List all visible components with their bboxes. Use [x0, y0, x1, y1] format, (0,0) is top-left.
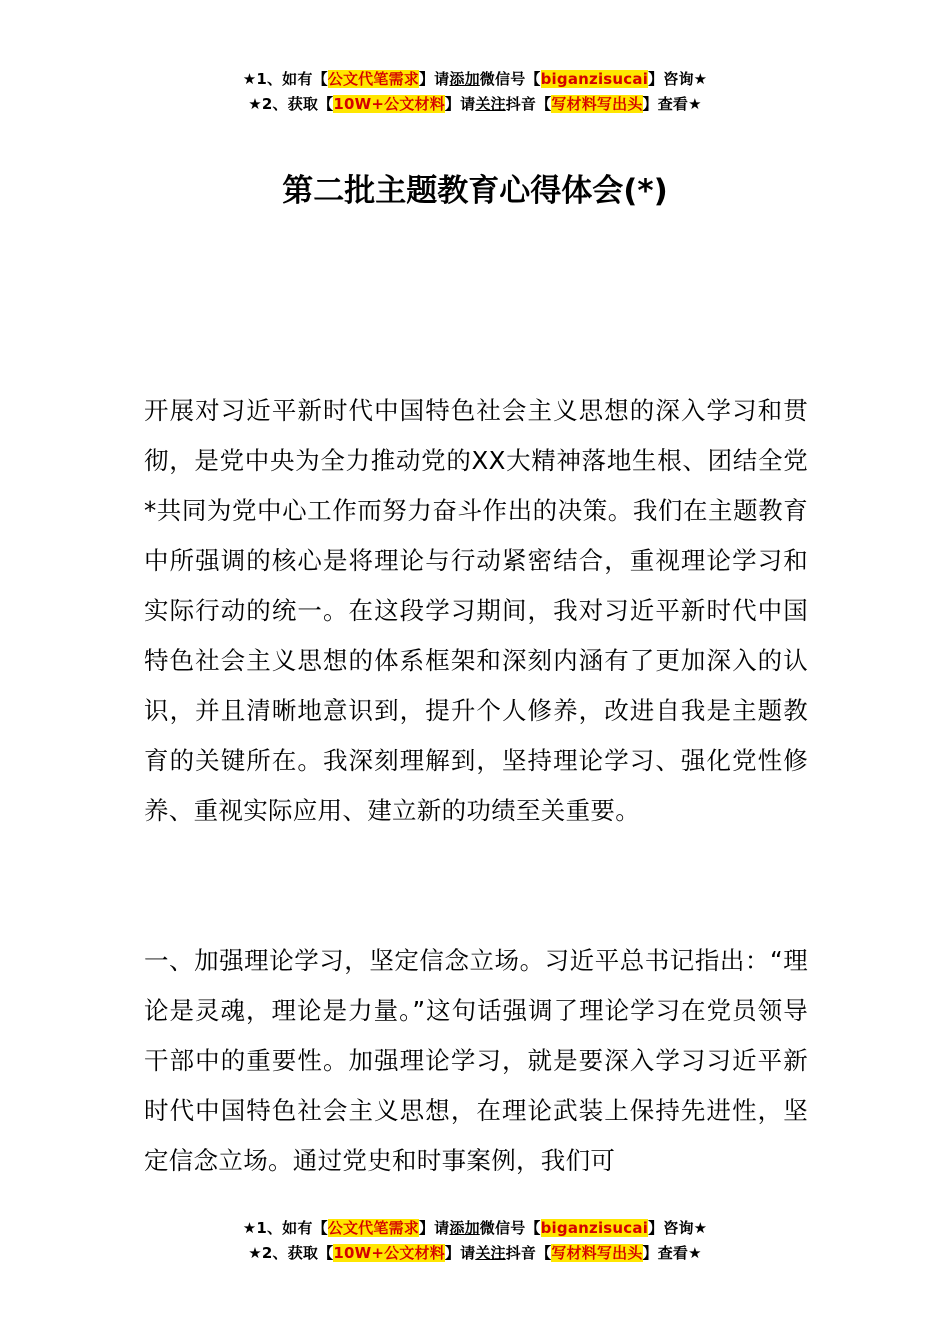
banner-text: ★2、获取【 — [248, 95, 334, 113]
banner-highlight: 10W+公文材料 — [333, 95, 445, 113]
banner-highlight: 公文代笔需求 — [327, 70, 419, 88]
banner-highlight: 写材料写出头 — [551, 95, 643, 113]
banner-text: 微信号【 — [479, 1219, 541, 1237]
banner-text: ★2、获取【 — [248, 1244, 334, 1262]
banner-text: 】请 — [444, 1244, 476, 1262]
body-paragraph-intro: 开展对习近平新时代中国特色社会主义思想的深入学习和贯彻，是党中央为全力推动党的XX大精神落地生根、团结全党*共同为党中心工作而努力奋斗作出的决策。我们在主题教育中所强调的核心是将理论与行动紧密结合，重视理论学习和实际行动的统一。在这段学习期间，我对习近平新时代中国特色社会主义思想的体系框架和深刻内涵有了更加深入的认识，并且清晰地意识到，提升个人修养，改进自我是主题教育的关键所在。我深刻理解到，坚持理论学习、强化党性修养、重视实际应用、建立新的功绩至关重要。 — [144, 396, 808, 825]
banner-line-2 — [0, 92, 950, 117]
banner-highlight: 公文代笔需求 — [327, 1219, 419, 1237]
banner-text: 】请 — [444, 95, 476, 113]
banner-text: 】请 — [418, 70, 450, 88]
banner-text: 】查看★ — [642, 95, 702, 113]
banner-text: 】咨询★ — [648, 70, 708, 88]
banner-text: 微信号【 — [479, 70, 541, 88]
banner-line-1 — [0, 1216, 950, 1241]
banner-underlined: 关注 — [475, 95, 506, 113]
banner-line-2 — [0, 1241, 950, 1266]
banner-text: 】咨询★ — [648, 1219, 708, 1237]
banner-line-1 — [0, 67, 950, 92]
document-title: 第二批主题教育心得体会(*) — [282, 172, 668, 209]
banner-text: 】请 — [418, 1219, 450, 1237]
banner-text: 抖音【 — [505, 1244, 552, 1262]
banner-highlight: 写材料写出头 — [551, 1244, 643, 1262]
banner-underlined: 关注 — [475, 1244, 506, 1262]
banner-highlight: biganzisucai — [540, 70, 649, 88]
banner-highlight: biganzisucai — [540, 1219, 649, 1237]
banner-text: ★1、如有【 — [242, 1219, 328, 1237]
banner-underlined: 添加 — [449, 1219, 480, 1237]
banner-text: ★1、如有【 — [242, 70, 328, 88]
banner-text: 】查看★ — [642, 1244, 702, 1262]
banner-highlight: 10W+公文材料 — [333, 1244, 445, 1262]
footer-banner — [0, 1216, 950, 1266]
header-banner — [0, 67, 950, 117]
body-paragraph-section-1: 一、加强理论学习，坚定信念立场。习近平总书记指出：“理论是灵魂，理论是力量。”这句话强调了理论学习在党员领导干部中的重要性。加强理论学习，就是要深入学习习近平新时代中国特色社会主义思想，在理论武装上保持先进性，坚定信念立场。通过党史和时事案例，我们可 — [144, 946, 808, 1175]
banner-underlined: 添加 — [449, 70, 480, 88]
banner-text: 抖音【 — [505, 95, 552, 113]
